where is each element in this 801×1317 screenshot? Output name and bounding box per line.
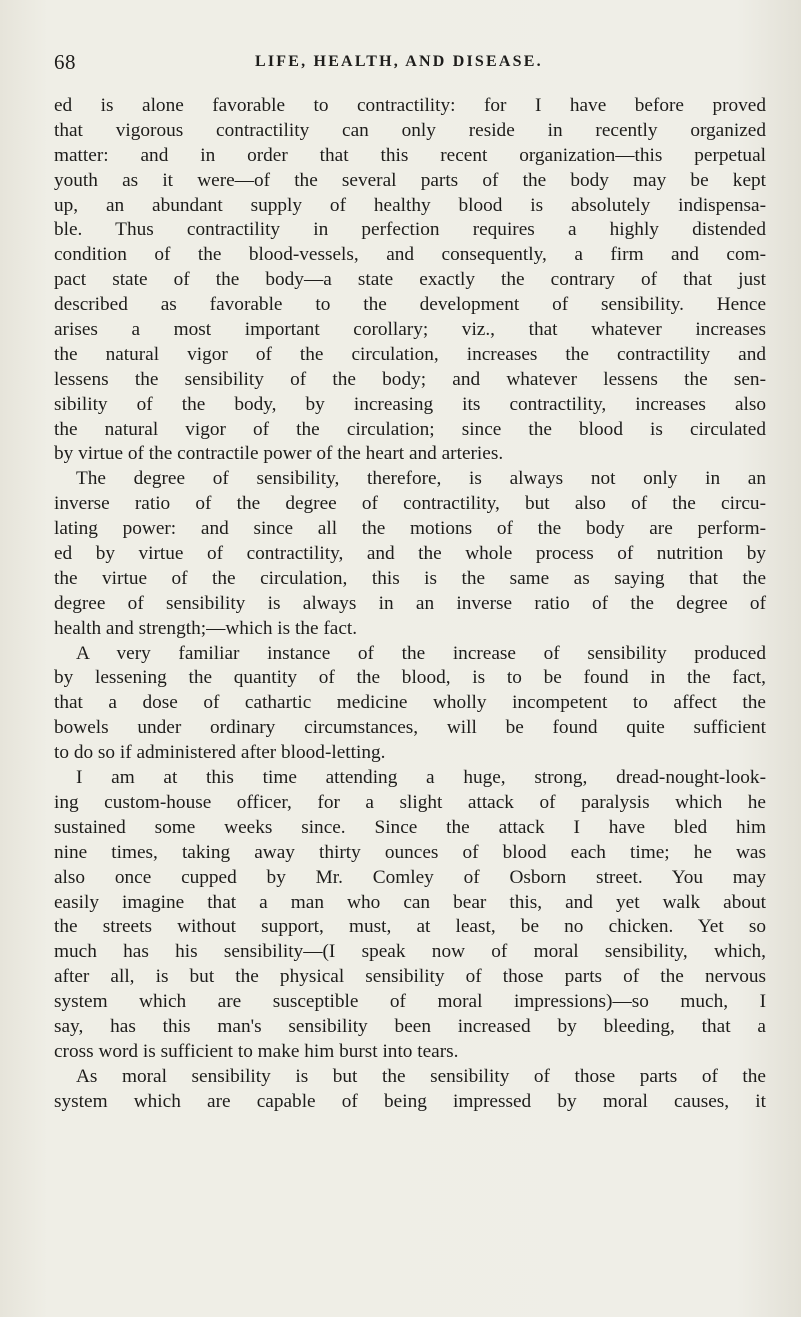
text-line: the natural vigor of the circulation; since the blood is circulated: [54, 418, 766, 440]
paragraph-start-line: A very familiar instance of the increase of sensibility produced: [76, 642, 766, 664]
text-line: bowels under ordinary circumstances, will be found quite sufficient: [54, 717, 766, 739]
text-line: arises a most important corollary; viz., that whatever increases: [54, 319, 766, 341]
text-line: after all, is but the physical sensibility of those parts of the nervous: [54, 966, 766, 988]
text-line: easily imagine that a man who can bear this, and yet walk about: [54, 891, 766, 913]
page-number: 68: [54, 50, 76, 74]
text-line: youth as it were—of the several parts of the body may be kept: [54, 169, 766, 191]
text-line: much has his sensibility—(I speak now of moral sensibility, which,: [54, 941, 766, 963]
text-line: system which are capable of being impressed by moral causes, it: [54, 1090, 766, 1112]
text-line: the streets without support, must, at least, be no chicken. Yet so: [54, 916, 766, 938]
text-line: system which are susceptible of moral impressions)—so much, I: [54, 991, 766, 1013]
running-head: [0, 50, 801, 76]
text-line: condition of the blood-vessels, and consequently, a firm and com-: [54, 244, 766, 266]
text-line: by lessening the quantity of the blood, is to be found in the fact,: [54, 667, 766, 689]
text-line: sustained some weeks since. Since the attack I have bled him: [54, 816, 766, 838]
text-line: say, has this man's sensibility been increased by bleeding, that a: [54, 1015, 766, 1037]
text-line: cross word is sufficient to make him burst into tears.: [54, 1040, 459, 1062]
body-text: [54, 94, 766, 1115]
text-line: matter: and in order that this recent organization—this perpetual: [54, 144, 766, 166]
text-line: that vigorous contractility can only reside in recently organized: [54, 119, 766, 141]
text-line: degree of sensibility is always in an inverse ratio of the degree of: [54, 592, 766, 614]
text-line: ble. Thus contractility in perfection requires a highly distended: [54, 219, 766, 241]
text-line: pact state of the body—a state exactly the contrary of that just: [54, 269, 766, 291]
text-line: that a dose of cathartic medicine wholly incompetent to affect the: [54, 692, 766, 714]
text-line: sibility of the body, by increasing its contractility, increases also: [54, 393, 766, 415]
text-line: the natural vigor of the circulation, increases the contractility and: [54, 343, 766, 365]
text-line: also once cupped by Mr. Comley of Osborn street. You may: [54, 866, 766, 888]
text-line: ed by virtue of contractility, and the whole process of nutrition by: [54, 543, 766, 565]
text-line: lating power: and since all the motions of the body are perform-: [54, 518, 766, 540]
running-title: LIFE, HEALTH, AND DISEASE.: [255, 53, 543, 70]
text-line: up, an abundant supply of healthy blood is absolutely indispensa-: [54, 194, 766, 216]
paragraph-start-line: As moral sensibility is but the sensibility of those parts of the: [76, 1065, 766, 1087]
text-line: health and strength;—which is the fact.: [54, 617, 358, 639]
text-line: by virtue of the contractile power of the heart and arteries.: [54, 443, 504, 465]
paragraph-start-line: I am at this time attending a huge, strong, dread-nought-look-: [76, 767, 766, 789]
text-line: lessens the sensibility of the body; and whatever lessens the sen-: [54, 368, 766, 390]
text-line: described as favorable to the development of sensibility. Hence: [54, 294, 766, 316]
text-line: ing custom-house officer, for a slight attack of paralysis which he: [54, 791, 766, 813]
text-line: the virtue of the circulation, this is the same as saying that the: [54, 567, 766, 589]
text-line: to do so if administered after blood-letting.: [54, 742, 386, 764]
text-line: inverse ratio of the degree of contractility, but also of the circu-: [54, 493, 766, 515]
text-line: nine times, taking away thirty ounces of blood each time; he was: [54, 841, 766, 863]
text-line: ed is alone favorable to contractility: for I have before proved: [54, 95, 766, 116]
paragraph-start-line: The degree of sensibility, therefore, is always not only in an: [76, 468, 766, 490]
